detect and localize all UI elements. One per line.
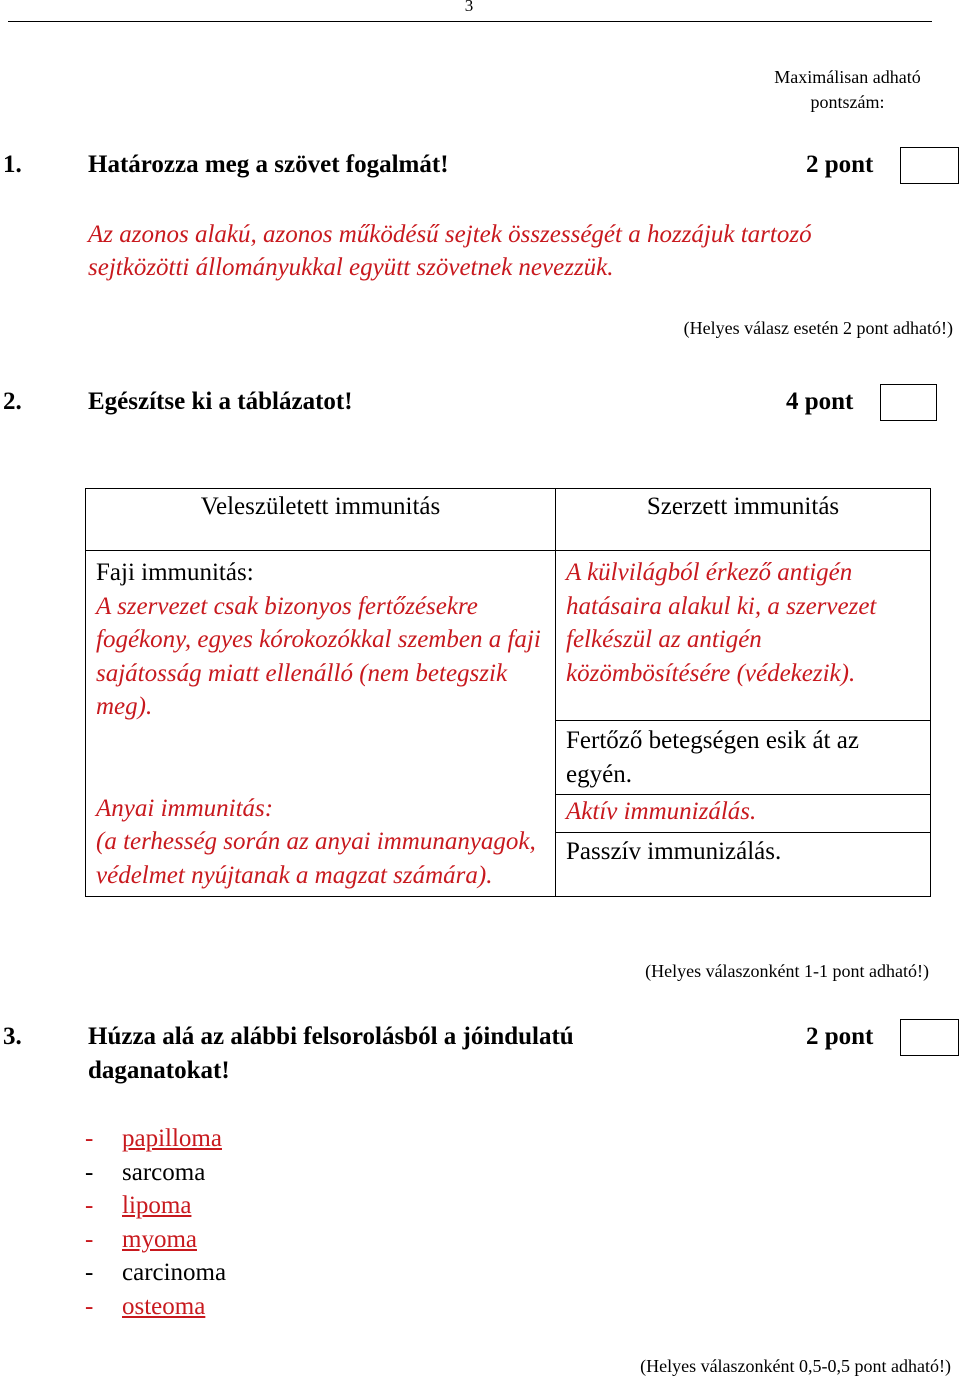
list-item-lipoma: - lipoma xyxy=(85,1192,192,1219)
q2-scoring-note: (Helyes válaszonként 1-1 pont adható!) xyxy=(645,961,929,981)
szerzett-text: A külvilágból érkező antigén hatásaira alakul ki, a szervezet felkészül az antigén közömbösítésére (védekezik). xyxy=(556,551,931,721)
immunity-table xyxy=(85,488,931,897)
list-item-osteoma: - osteoma xyxy=(85,1292,206,1320)
q2-score-box[interactable] xyxy=(880,384,937,421)
sarcoma-text: sarcoma xyxy=(122,1158,206,1186)
q3-points: 2 pont xyxy=(806,1023,874,1050)
lipoma-text: lipoma xyxy=(122,1192,192,1219)
myoma-text: myoma xyxy=(122,1225,197,1253)
q1-scoring-note: (Helyes válasz esetén 2 pont adható!) xyxy=(683,318,953,338)
q1-title: Határozza meg a szövet fogalmát! xyxy=(88,151,449,178)
q3-number: 3. xyxy=(3,1023,22,1050)
q3-title-line1: Húzza alá az alábbi felsorolásból a jóindulatú xyxy=(88,1023,574,1050)
q1-answer-line1: Az azonos alakú, azonos működésű sejtek összességét a hozzájuk tartozó xyxy=(88,221,812,248)
q2-points: 4 pont xyxy=(786,388,854,415)
fertozo-text: Fertőző betegségen esik át az egyén. xyxy=(556,721,931,795)
list-item-carcinoma: - carcinoma xyxy=(85,1259,227,1286)
anyai-text: (a terhesség során az anyai immunanyagok, védelmet nyújtanak a magzat számára). xyxy=(96,828,536,889)
q1-points: 2 pont xyxy=(806,151,874,178)
max-points-label: Maximálisan adható pontszám: xyxy=(774,67,921,112)
q1-answer-line2: sejtközötti állományukkal együtt szövetnek nevezzük. xyxy=(88,254,614,281)
papilloma-text: papilloma xyxy=(122,1125,222,1152)
q3-title-line2: daganatokat! xyxy=(88,1057,230,1084)
q2-number: 2. xyxy=(3,388,22,415)
passziv-text: Passzív immunizálás. xyxy=(556,832,931,896)
q1-number: 1. xyxy=(3,151,22,178)
col2-header: Szerzett immunitás xyxy=(556,489,931,551)
col1-header: Veleszületett immunitás xyxy=(86,489,556,551)
page-number: 3 xyxy=(464,0,474,15)
q3-score-box[interactable] xyxy=(900,1019,959,1056)
list-item-myoma: - myoma xyxy=(85,1225,197,1253)
list-item-sarcoma: - sarcoma xyxy=(85,1158,206,1186)
header-rule xyxy=(8,21,932,22)
faji-label: Faji immunitás: xyxy=(96,559,254,586)
carcinoma-text: carcinoma xyxy=(122,1259,227,1286)
aktiv-text: Aktív immunizálás. xyxy=(556,795,931,833)
q1-score-box[interactable] xyxy=(900,147,959,184)
faji-text: A szervezet csak bizonyos fertőzésekre fogékony, egyes kórokozókkal szemben a faji sajátosság miatt ellenálló (nem betegszik meg). xyxy=(96,592,541,720)
list-item-papilloma: - papilloma xyxy=(85,1125,222,1152)
tumor-list xyxy=(85,1122,226,1323)
osteoma-text: osteoma xyxy=(122,1292,206,1320)
q2-title: Egészítse ki a táblázatot! xyxy=(88,388,353,415)
anyai-label: Anyai immunitás: xyxy=(96,794,274,822)
innate-cell xyxy=(86,551,556,897)
q3-scoring-note: (Helyes válaszonként 0,5-0,5 pont adható!) xyxy=(640,1356,951,1376)
